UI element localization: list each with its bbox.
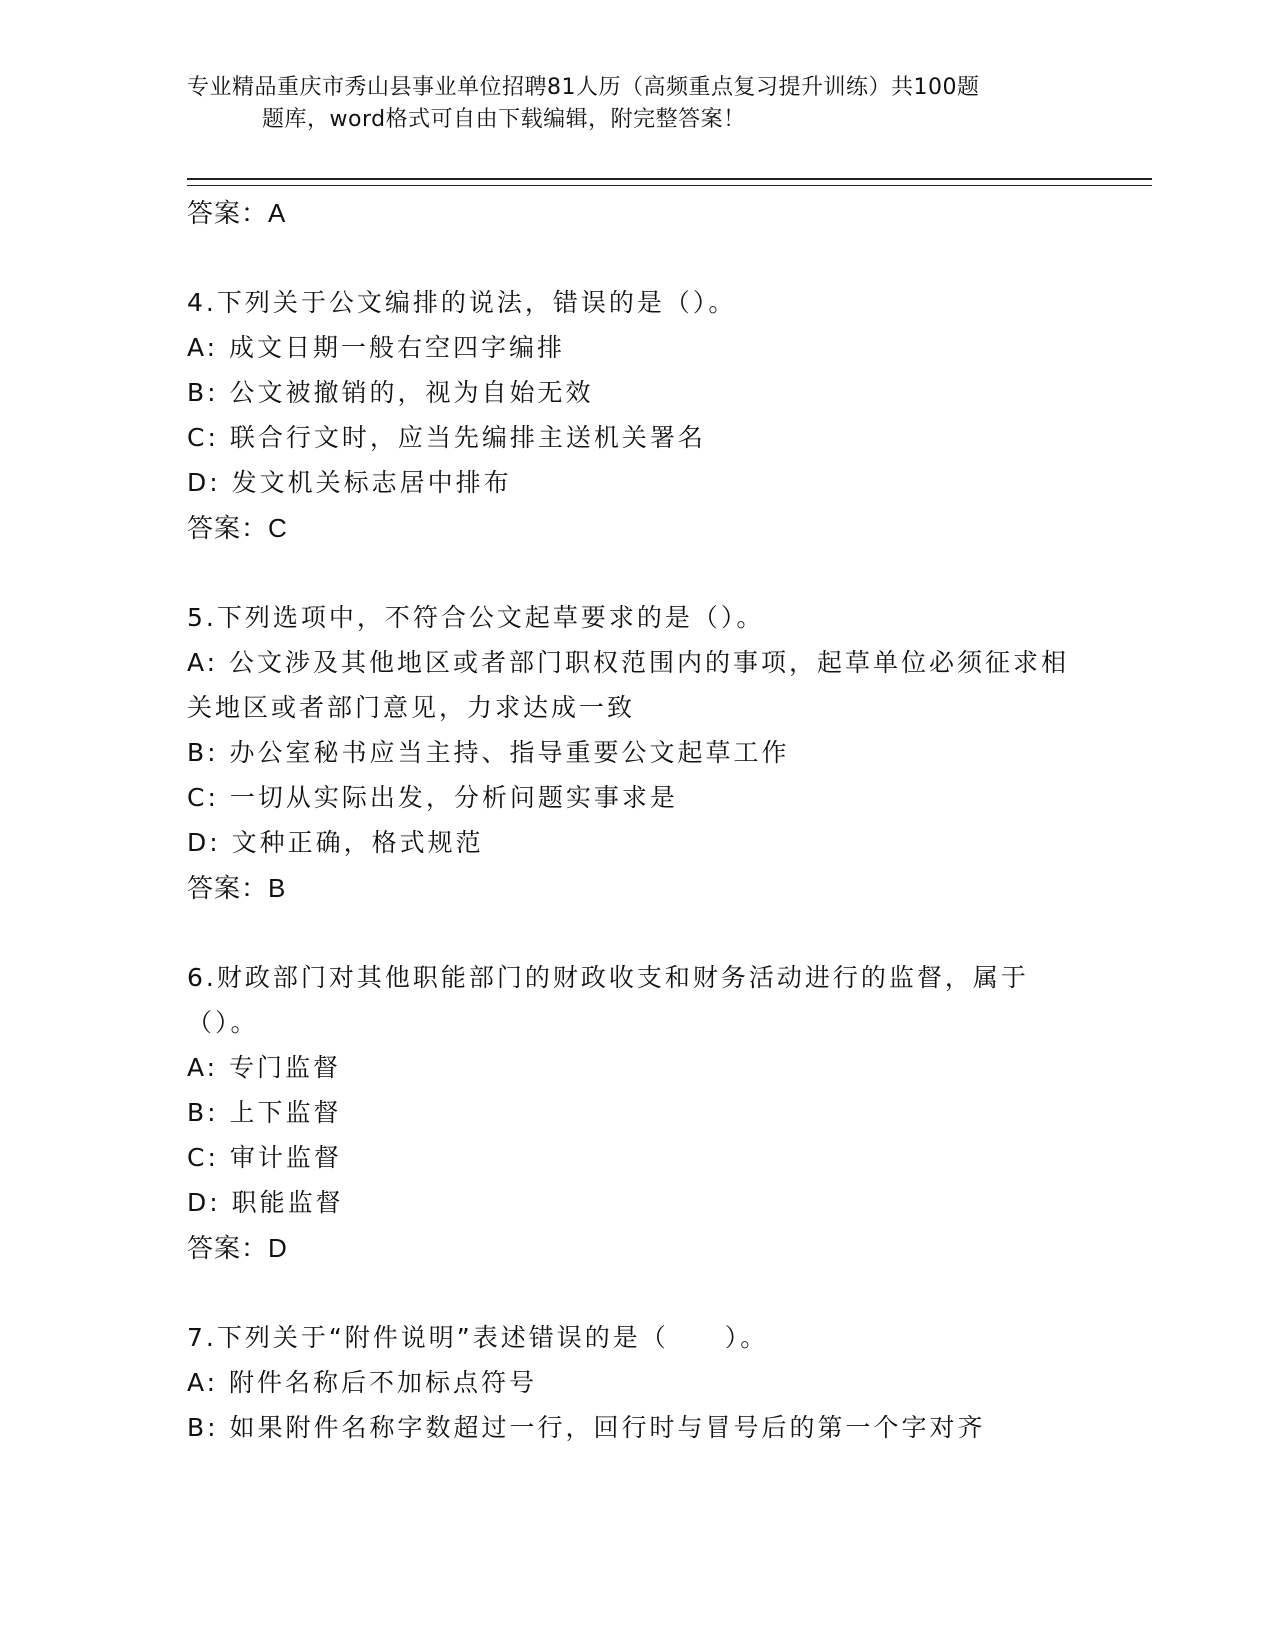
question-stem: 6.财政部门对其他职能部门的财政收支和财务活动进行的监督，属于（）。 [187, 963, 1029, 1037]
question-stem: 7.下列关于“附件说明”表述错误的是（ ）。 [187, 1323, 769, 1352]
answer-q3: 答案：A [187, 198, 287, 228]
header-title-line1: 专业精品重庆市秀山县事业单位招聘81人历（高频重点复习提升训练）共100题 [187, 75, 980, 100]
question-stem: 5.下列选项中，不符合公文起草要求的是（）。 [187, 603, 765, 632]
question-stem: 4.下列关于公文编排的说法，错误的是（）。 [187, 288, 737, 317]
option-a: A: 专门监督 [187, 1053, 342, 1082]
option-c: C: 审计监督 [187, 1143, 342, 1172]
option-d: D: 文种正确，格式规范 [187, 828, 484, 857]
option-b: B: 公文被撤销的，视为自始无效 [187, 378, 594, 407]
option-b: B: 上下监督 [187, 1098, 342, 1127]
page-header [187, 72, 1087, 136]
option-c: C: 一切从实际出发，分析问题实事求是 [187, 783, 678, 812]
header-divider [187, 178, 1152, 186]
option-a: A: 附件名称后不加标点符号 [187, 1368, 538, 1397]
header-title-line2: 题库，word格式可自由下载编辑，附完整答案！ [262, 107, 746, 132]
question-7 [187, 1315, 1087, 1450]
option-c: C: 联合行文时，应当先编排主送机关署名 [187, 423, 706, 452]
option-b: B: 办公室秘书应当主持、指导重要公文起草工作 [187, 738, 790, 767]
question-6 [187, 955, 1087, 1271]
answer: 答案：B [187, 873, 287, 903]
question-4 [187, 280, 1087, 551]
answer: 答案：C [187, 513, 288, 543]
option-d: D: 职能监督 [187, 1188, 344, 1217]
option-d: D: 发文机关标志居中排布 [187, 468, 512, 497]
option-a: A: 成文日期一般右空四字编排 [187, 333, 566, 362]
answer: 答案：D [187, 1233, 288, 1263]
question-5 [187, 595, 1087, 911]
document-body [187, 190, 1087, 1450]
option-a: A: 公文涉及其他地区或者部门职权范围内的事项，起草单位必须征求相关地区或者部门意见，力求达成一致 [187, 648, 1070, 722]
option-b: B: 如果附件名称字数超过一行，回行时与冒号后的第一个字对齐 [187, 1413, 986, 1442]
